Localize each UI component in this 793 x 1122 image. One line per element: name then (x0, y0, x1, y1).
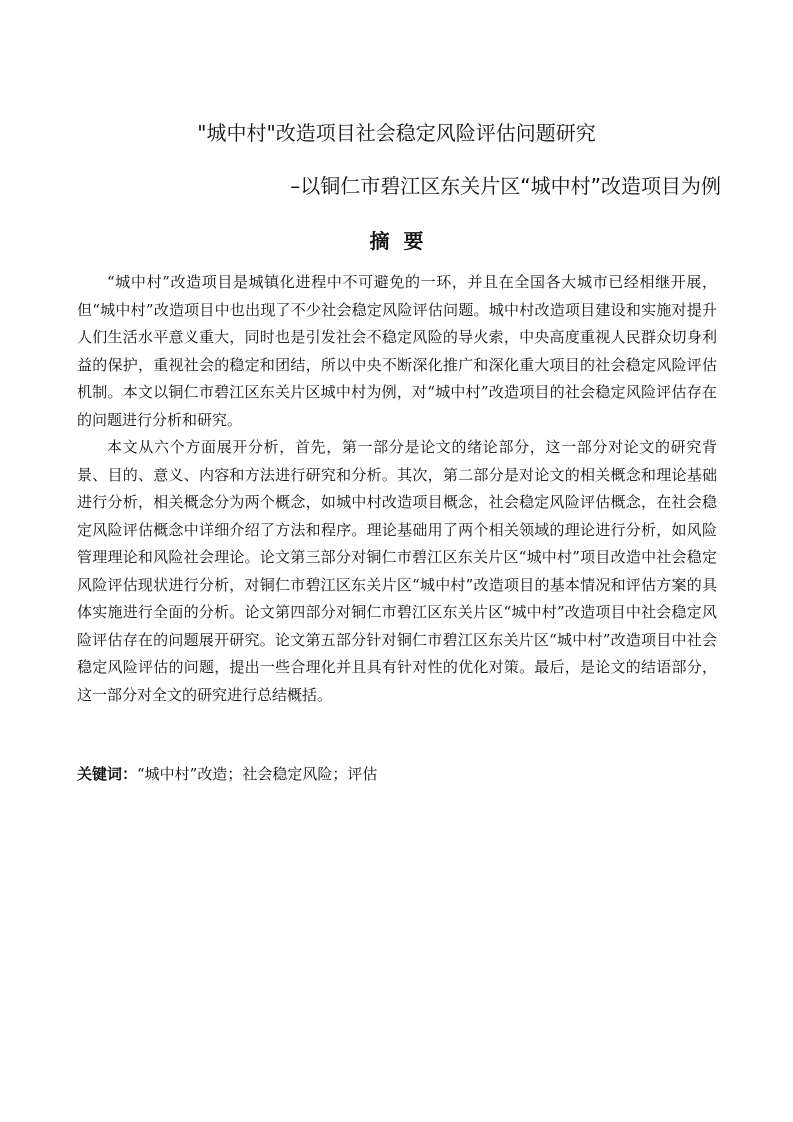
abstract-paragraph: 本文从六个方面展开分析，首先，第一部分是论文的绪论部分，这一部分对论文的研究背景、目的、意义、内容和方法进行研究和分析。其次，第二部分是对论文的相关概念和理论基础进行分析，相关概念分为两个概念，如城中村改造项目概念，社会稳定风险评估概念，在社会稳定风险评估概念中详细介绍了方法和程序。理论基础用了两个相关领域的理论进行分析，如风险管理理论和风险社会理论。论文第三部分对铜仁市碧江区东关片区“城中村”项目改造中社会稳定风险评估现状进行分析，对铜仁市碧江区东关片区“城中村”改造项目的基本情况和评估方案的具体实施进行全面的分析。论文第四部分对铜仁市碧江区东关片区“城中村”改造项目中社会稳定风险评估存在的问题展开研究。论文第五部分针对铜仁市碧江区东关片区“城中村”改造项目中社会稳定风险评估的问题，提出一些合理化并且具有针对性的优化对策。最后，是论文的结语部分，这一部分对全文的研究进行总结概括。 (77, 438, 717, 704)
document-subtitle: –以铜仁市碧江区东关片区“城中村”改造项目为例 (290, 174, 721, 198)
keywords-line (77, 760, 717, 788)
abstract-body (77, 269, 717, 709)
abstract-heading: 摘要 (369, 229, 438, 253)
keywords-label: 关键词： (77, 765, 138, 783)
abstract-paragraph: “城中村”改造项目是城镇化进程中不可避免的一环，并且在全国各大城市已经相继开展，但“城中村”改造项目中也出现了不少社会稳定风险评估问题。城中村改造项目建设和实施对提升人们生活水平意义重大，同时也是引发社会不稳定风险的导火索，中央高度重视人民群众切身利益的保护，重视社会的稳定和团结，所以中央不断深化推广和深化重大项目的社会稳定风险评估机制。本文以铜仁市碧江区东关片区城中村为例，对“城中村”改造项目的社会稳定风险评估存在的问题进行分析和研究。 (77, 273, 717, 429)
document-title: "城中村"改造项目社会稳定风险评估问题研究 (197, 121, 596, 145)
keywords-text: “城中村”改造；社会稳定风险；评估 (137, 765, 378, 783)
